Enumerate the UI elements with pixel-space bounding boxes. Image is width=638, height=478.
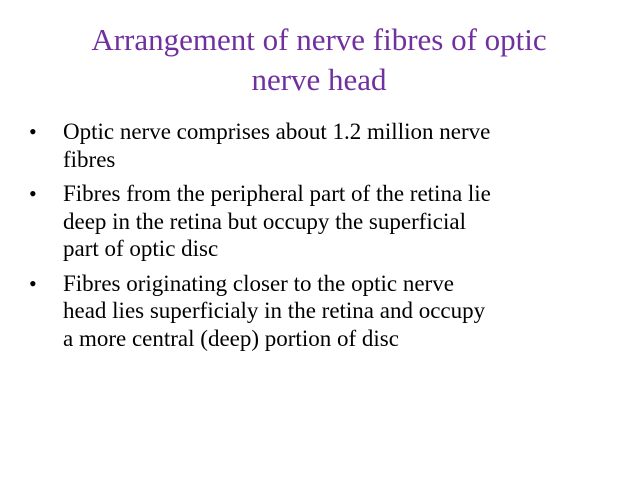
- bullet-item-1: [24, 118, 624, 173]
- slide-title: [32, 20, 606, 100]
- slide-title-line-1: Arrangement of nerve fibres of optic: [91, 22, 547, 57]
- bullet-item-3: [24, 270, 624, 353]
- bullet-marker: •: [29, 181, 37, 206]
- bullet-3-line-3: a more central (deep) portion of disc: [63, 325, 399, 351]
- bullet-3-line-1: Fibres originating closer to the optic nerve: [63, 270, 454, 296]
- bullet-2-line-3: part of optic disc: [63, 236, 219, 261]
- bullet-2-line-2: deep in the retina but occupy the superficial: [63, 208, 466, 234]
- bullet-list: [24, 118, 624, 359]
- bullet-3-line-2: head lies superficialy in the retina and occupy: [63, 298, 486, 323]
- slide-title-line-2: nerve head: [251, 62, 387, 97]
- bullet-marker: •: [29, 270, 37, 296]
- bullet-2-line-1: Fibres from the peripheral part of the retina lie: [63, 181, 491, 206]
- bullet-item-2: [24, 180, 624, 263]
- bullet-marker: •: [29, 119, 37, 144]
- bullet-1-line-2: fibres: [63, 146, 116, 172]
- bullet-1-line-1: Optic nerve comprises about 1.2 million nerve: [63, 119, 491, 144]
